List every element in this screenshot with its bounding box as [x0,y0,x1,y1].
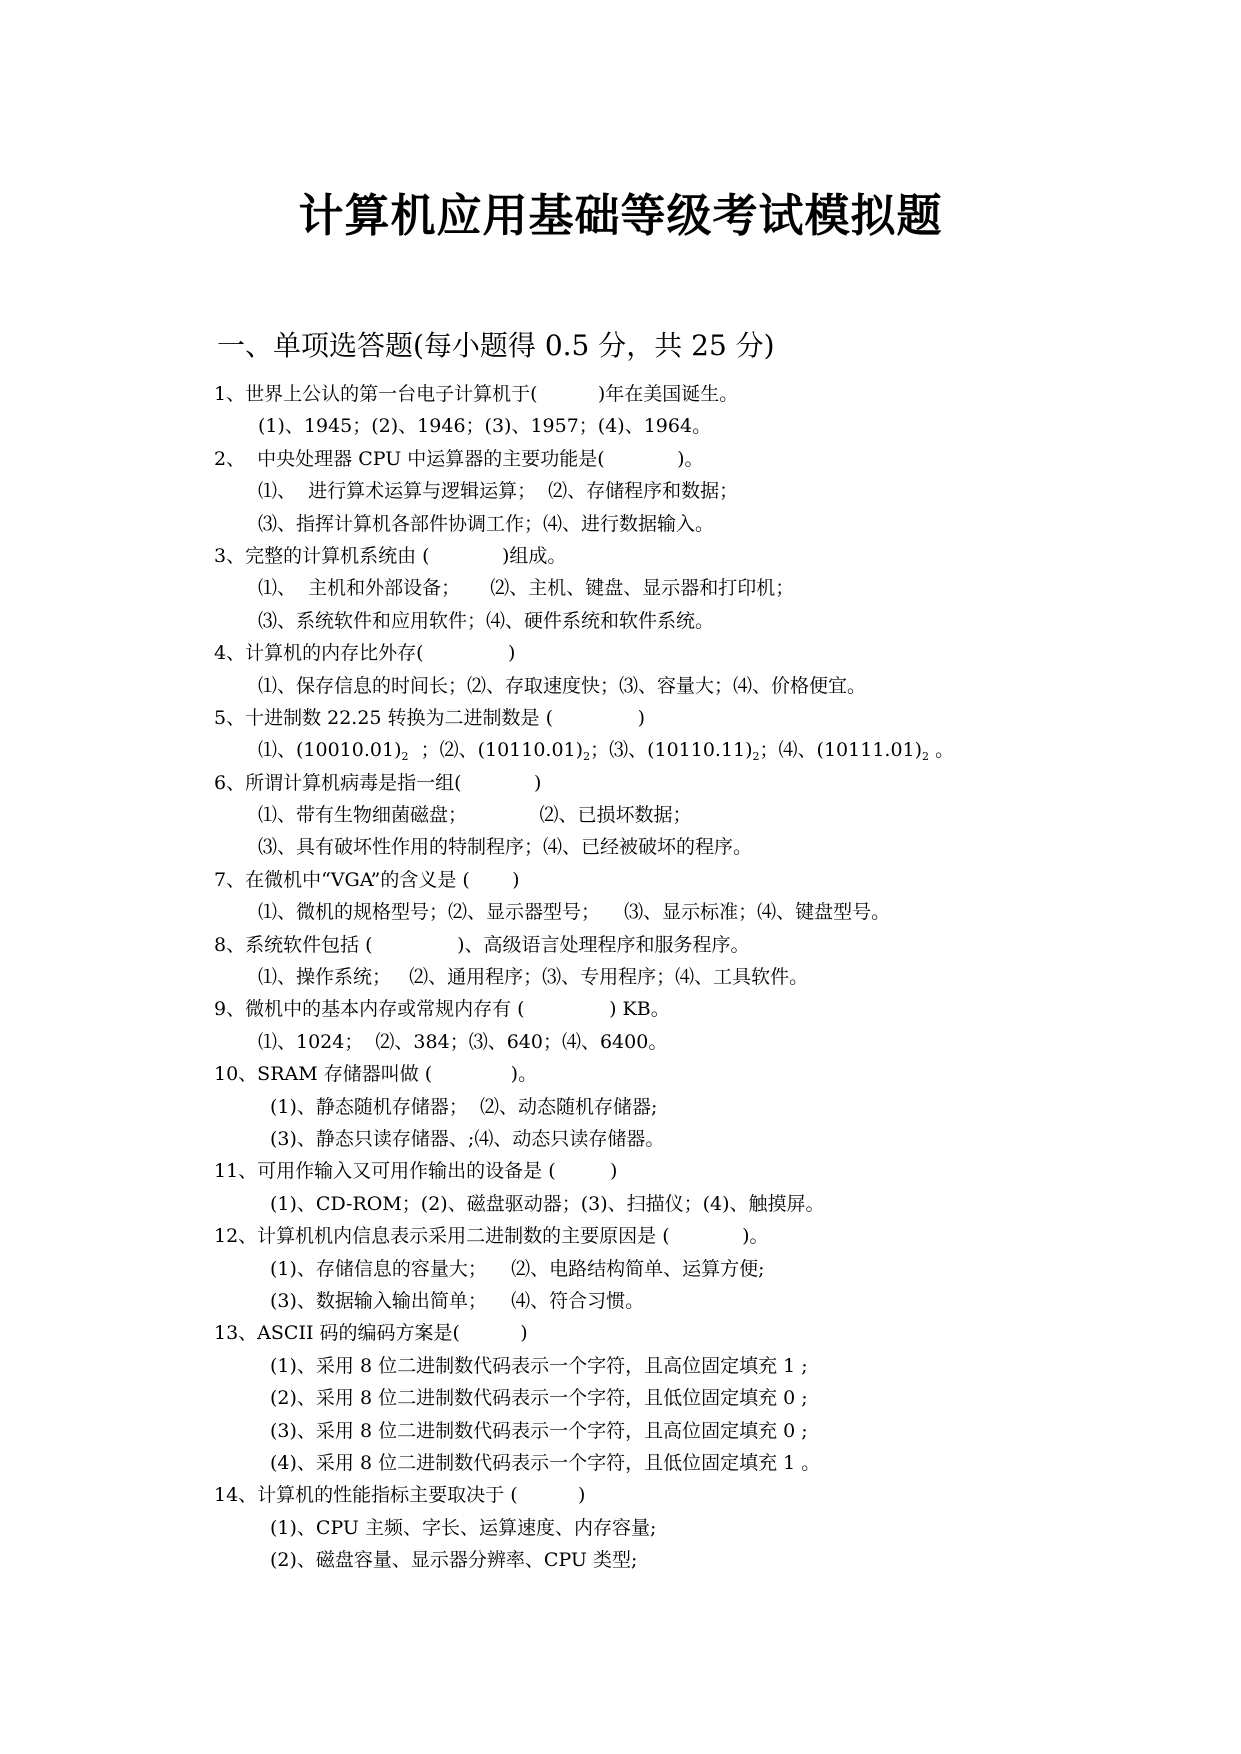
question-options: ⑴、操作系统； ⑵、通用程序；⑶、专用程序；⑷、工具软件。 [258,966,809,989]
question-stem: 13、ASCII 码的编码方案是( ) [214,1322,528,1345]
question-stem: 3、完整的计算机系统由 ( )组成。 [214,544,567,567]
question-stem: 4、计算机的内存比外存( ) [214,642,516,665]
question-options: ⑴、 主机和外部设备； ⑵、主机、键盘、显示器和打印机； [258,577,795,600]
base-subscript: 2 [752,750,760,764]
option-text: 。 [929,739,955,762]
question-options: (2)、磁盘容量、显示器分辨率、CPU 类型; [270,1549,638,1572]
question-options: (1)、静态随机存储器； ⑵、动态随机存储器; [270,1095,658,1118]
base-subscript: 2 [922,750,930,764]
question-item [214,767,1214,864]
question-item [214,637,1214,702]
question-options: (2)、采用 8 位二进制数代码表示一个字符，且低位固定填充 0 ; [270,1387,808,1410]
question-stem: 5、十进制数 22.25 转换为二进制数是 ( ) [214,706,645,729]
question-stem: 14、计算机的性能指标主要取决于 ( ) [214,1484,586,1507]
question-stem: 11、可用作输入又可用作输出的设备是 ( ) [214,1160,618,1183]
question-options: ⑶、指挥计算机各部件协调工作；⑷、进行数据输入。 [258,512,715,535]
question-item [214,864,1214,929]
question-options: (3)、静态只读存储器、;⑷、动态只读存储器。 [270,1127,665,1150]
question-item [214,1058,1214,1155]
question-options: ⑴、带有生物细菌磁盘； ⑵、已损坏数据； [258,804,692,827]
question-item [214,929,1214,994]
question-options: (1)、采用 8 位二进制数代码表示一个字符，且高位固定填充 1 ; [270,1354,808,1377]
question-options: (1)、CPU 主频、字长、运算速度、内存容量; [270,1516,657,1539]
question-options: (3)、采用 8 位二进制数代码表示一个字符，且高位固定填充 0 ; [270,1419,808,1442]
question-list [214,378,1214,1576]
question-options: (3)、数据输入输出简单； ⑷、符合习惯。 [270,1289,645,1312]
question-item [214,443,1214,540]
question-options: (4)、采用 8 位二进制数代码表示一个字符，且低位固定填充 1 。 [270,1451,821,1474]
question-stem: 1、世界上公认的第一台电子计算机于( )年在美国诞生。 [214,383,739,405]
option-text: ；⑷、(10111.01) [759,739,923,762]
question-stem: 8、系统软件包括 ( )、高级语言处理程序和服务程序。 [214,933,750,956]
question-item [214,1155,1214,1220]
question-options: (1)、1945；(2)、1946；(3)、1957；(4)、1964。 [258,415,712,438]
question-stem: 12、计算机机内信息表示采用二进制数的主要原因是 ( )。 [214,1225,769,1248]
question-options: ⑴、1024； ⑵、384；⑶、640；⑷、6400。 [258,1030,668,1053]
question-item [214,993,1214,1058]
section-heading: 一、单项选答题(每小题得 0.5 分，共 25 分) [217,329,775,362]
question-item [214,378,1214,443]
question-options: ⑴、 进行算术运算与逻辑运算； ⑵、存储程序和数据； [258,480,739,503]
question-stem: 10、SRAM 存储器叫做 ( )。 [214,1063,538,1086]
document-title: 计算机应用基础等级考试模拟题 [298,189,943,242]
question-options: (1)、CD-ROM；(2)、磁盘驱动器；(3)、扫描仪；(4)、触摸屏。 [270,1192,825,1215]
question-stem: 7、在微机中“VGA”的含义是 ( ) [214,868,520,891]
question-item [214,702,1214,767]
option-text: ⑴、(10010.01) [258,739,402,762]
question-options: ⑴、微机的规格型号；⑵、显示器型号； ⑶、显示标准；⑷、键盘型号。 [258,901,891,924]
base-subscript: 2 [583,750,591,764]
question-options: ⑶、具有破坏性作用的特制程序；⑷、已经被破坏的程序。 [258,836,753,859]
question-options: (1)、存储信息的容量大； ⑵、电路结构简单、运算方便; [270,1257,765,1280]
question-stem: 6、所谓计算机病毒是指一组( ) [214,771,542,794]
question-item [214,1220,1214,1317]
question-stem: 2、 中央处理器 CPU 中运算器的主要功能是( )。 [214,447,704,470]
question-options: ⑴、保存信息的时间长；⑵、存取速度快；⑶、容量大；⑷、价格便宜。 [258,674,867,697]
option-text: ；⑵、(10110.01) [408,739,584,762]
question-options [214,734,1214,766]
base-subscript: 2 [401,750,409,764]
question-stem: 9、微机中的基本内存或常规内存有 ( ) KB。 [214,998,670,1021]
option-text: ；⑶、(10110.11) [590,739,753,762]
question-item [214,1479,1214,1576]
question-item [214,1317,1214,1479]
question-item [214,540,1214,637]
question-options: ⑶、系统软件和应用软件；⑷、硬件系统和软件系统。 [258,609,715,632]
